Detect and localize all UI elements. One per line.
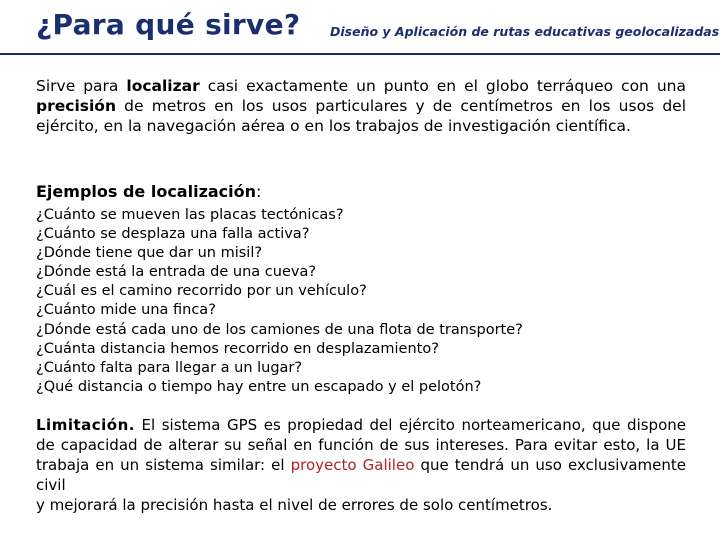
example-item: ¿Dónde está cada uno de los camiones de una flota de transporte? — [36, 321, 523, 338]
example-item: ¿Dónde está la entrada de una cueva? — [36, 264, 317, 281]
limitation-text-2: que tendrá un uso exclusivamente civil — [36, 456, 686, 494]
limitation-label: Limitación. — [36, 416, 135, 434]
intro-text-2: casi exactamente un punto en el globo terráqueo con una — [199, 77, 686, 95]
example-item: ¿Cuánto falta para llegar a un lugar? — [36, 359, 303, 376]
limitation-text-1: El sistema GPS es propiedad del ejército norteamericano, que dispone de capacidad de alterar su señal en función de sus intereses. Para evitar esto, la UE trabaja en un sistema similar: el — [36, 416, 686, 474]
example-item: ¿Cuánto se desplaza una falla activa? — [36, 226, 310, 243]
intro-paragraph — [36, 76, 686, 136]
limitation-text-3: y mejorará la precisión hasta el nivel de errores de solo centímetros. — [36, 496, 553, 514]
example-item: ¿Cuánto mide una finca? — [36, 302, 216, 319]
example-item: ¿Cuál es el camino recorrido por un vehículo? — [36, 283, 367, 300]
galileo-project-highlight: proyecto Galileo — [290, 456, 415, 474]
header-bar — [0, 0, 720, 52]
example-item: ¿Dónde tiene que dar un misil? — [36, 245, 263, 262]
example-item: ¿Cuánto se mueven las placas tectónicas? — [36, 207, 344, 223]
intro-text-3: de metros en los usos particulares y de centímetros en los usos del ejército, en la navegación aérea o en los trabajos de investigación científica. — [36, 97, 686, 135]
example-item: ¿Qué distancia o tiempo hay entre un escapado y el pelotón? — [36, 378, 482, 395]
header-divider — [0, 53, 720, 55]
page-subtitle: Diseño y Aplicación de rutas educativas geolocalizadas — [330, 24, 720, 39]
intro-bold-precision: precisión — [36, 97, 116, 115]
examples-heading-colon: : — [256, 182, 262, 201]
intro-text-1: Sirve para — [36, 77, 127, 95]
example-item: ¿Cuánta distancia hemos recorrido en desplazamiento? — [36, 340, 439, 357]
examples-heading — [36, 182, 261, 201]
examples-list — [36, 206, 676, 397]
examples-heading-label: Ejemplos de localización — [36, 182, 257, 201]
intro-bold-localizar: localizar — [126, 77, 200, 95]
limitation-paragraph — [36, 415, 686, 515]
page-title: ¿Para qué sirve? — [36, 8, 301, 41]
